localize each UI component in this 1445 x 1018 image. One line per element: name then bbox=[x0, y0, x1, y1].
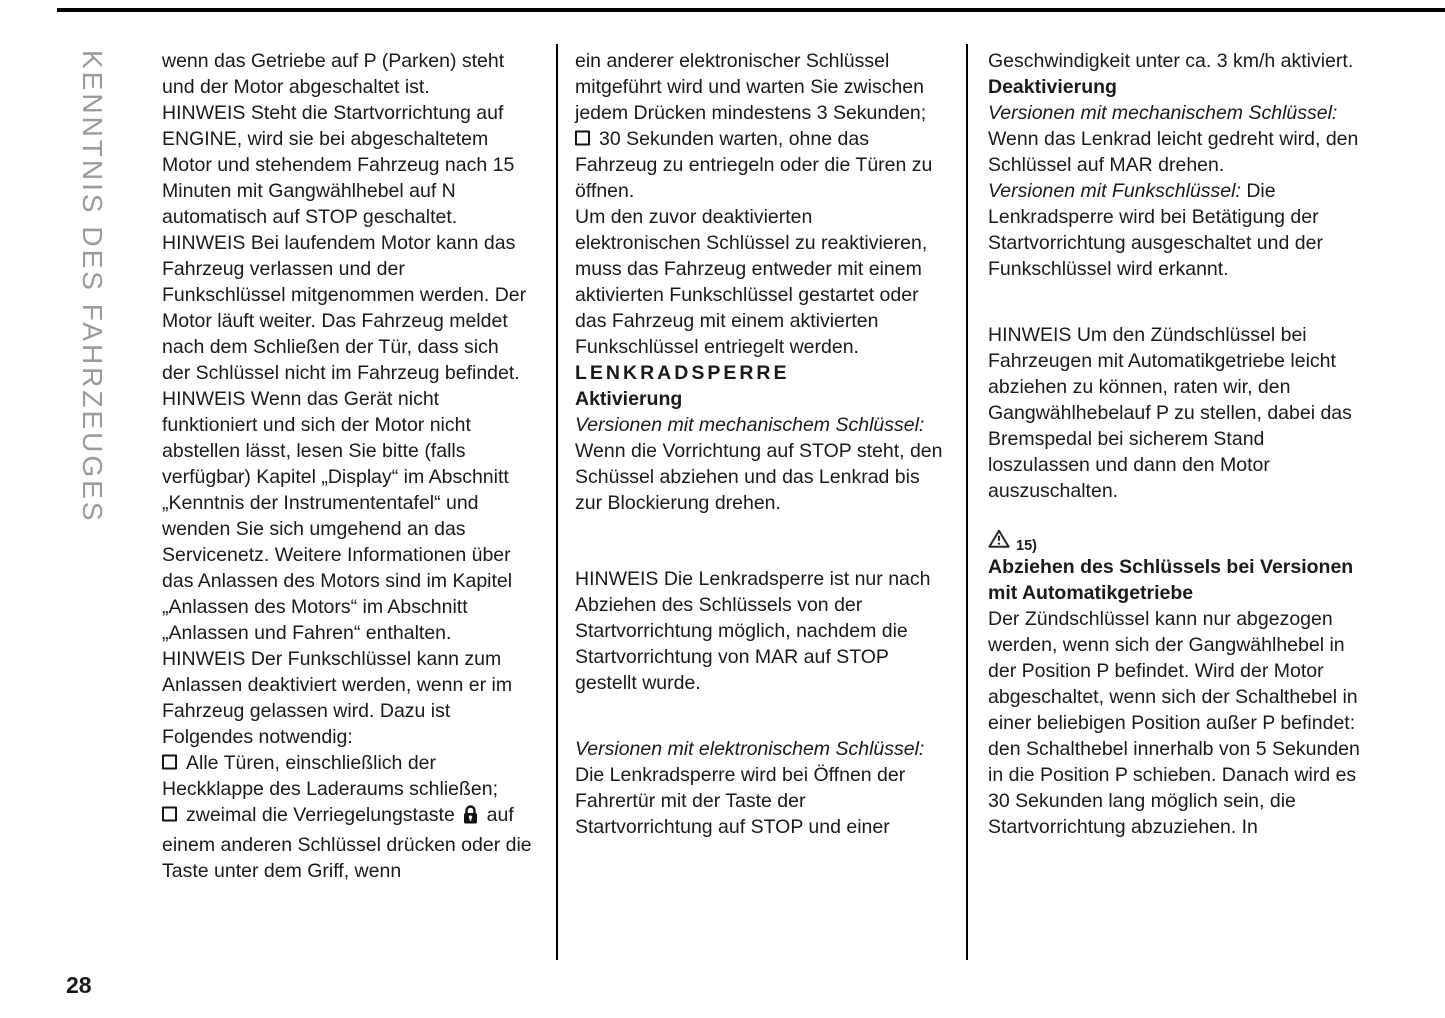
list-item bbox=[162, 750, 532, 802]
text-segment: zweimal die Verriegelungstaste bbox=[186, 804, 455, 826]
paragraph: wenn das Getriebe auf P (Parken) steht und der Motor abgeschaltet ist. bbox=[162, 50, 505, 98]
warning-reference bbox=[988, 530, 1362, 554]
paragraph: HINWEIS Wenn das Gerät nicht funktioniert und sich der Motor nicht abstellen lässt, lesen Sie bitte (falls verfügbar) Kapitel „Display“ im Abschnitt „Kenntnis der Instrumententafel“ und wenden Sie sich umgehend an das Servicenetz. Weitere Informationen über das Anlassen des Motors sind im Kapitel „Anlassen des Motors“ im Abschnitt „Anlassen und Fahren“ enthalten. bbox=[162, 388, 513, 644]
page-number: 28 bbox=[66, 972, 92, 998]
list-item bbox=[575, 126, 943, 204]
paragraph: HINWEIS Der Funkschlüssel kann zum Anlassen deaktiviert werden, wenn er im Fahrzeug gelassen wird. Dazu ist Folgendes notwendig: bbox=[162, 648, 513, 748]
paragraph bbox=[988, 100, 1362, 178]
paragraph: HINWEIS Die Lenkradsperre ist nur nach Abziehen des Schlüssels von der Startvorrichtung möglich, nachdem die Startvorrichtung von MAR auf STOP gestellt wurde. bbox=[575, 568, 931, 694]
section-heading: LENKRADSPERRE bbox=[575, 362, 790, 384]
paragraph: HINWEIS Bei laufendem Motor kann das Fahrzeug verlassen und der Funkschlüssel mitgenommen werden. Der Motor läuft weiter. Das Fahrzeug meldet nach dem Schließen der Tür, dass sich der Schlüssel nicht im Fahrzeug befindet. bbox=[162, 232, 527, 384]
paragraph bbox=[988, 178, 1362, 282]
warning-ref-label: 15) bbox=[1016, 538, 1037, 554]
list-item bbox=[162, 802, 532, 884]
checkbox-bullet-icon bbox=[162, 755, 177, 770]
checkbox-bullet-icon bbox=[162, 807, 177, 822]
italic-lead: Versionen mit Funkschlüssel: bbox=[988, 180, 1241, 202]
column-divider-1 bbox=[556, 44, 558, 960]
chapter-sidebar-label: KENNTNIS DES FAHRZEUGES bbox=[77, 50, 108, 524]
column-divider-2 bbox=[966, 44, 968, 960]
paragraph: Geschwindigkeit unter ca. 3 km/h aktiviert. bbox=[988, 50, 1354, 72]
paragraph: Um den zuvor deaktivierten elektronischen Schlüssel zu reaktivieren, muss das Fahrzeug entweder mit einem aktivierten Funkschlüssel gestartet oder das Fahrzeug mit einem aktivierten Funkschlüssel entriegelt werden. bbox=[575, 206, 928, 358]
warning-icon bbox=[988, 528, 1010, 554]
column-2 bbox=[575, 48, 943, 840]
paragraph bbox=[575, 412, 943, 516]
italic-lead: Versionen mit elektronischem Schlüssel: bbox=[575, 738, 925, 760]
top-rule bbox=[57, 8, 1445, 12]
paragraph: ein anderer elektronischer Schlüssel mitgeführt wird und warten Sie zwischen jedem Drücken mindestens 3 Sekunden; bbox=[575, 50, 927, 124]
text-segment: Die Lenkradsperre wird bei Öffnen der Fahrertür mit der Taste der Startvorrichtung auf STOP und einer bbox=[575, 764, 906, 838]
sub-heading: Deaktivierung bbox=[988, 76, 1117, 98]
paragraph: Der Zündschlüssel kann nur abgezogen werden, wenn sich der Gangwählhebel in der Position P befindet. Wird der Motor abgeschaltet, wenn sich der Schalthebel in einer beliebigen Position außer P befindet: den Schalthebel innerhalb von 5 Sekunden in die Position P schieben. Danach wird es 30 Sekunden lang möglich sein, die Startvorrichtung abzuziehen. In bbox=[988, 608, 1360, 838]
text-segment: auf einem anderen Schlüssel drücken oder die Taste unter dem Griff, wenn bbox=[162, 804, 532, 882]
lock-icon bbox=[462, 804, 479, 832]
paragraph bbox=[575, 736, 943, 840]
text-segment: Die Lenkradsperre wird bei Betätigung der Startvorrichtung ausgeschaltet und der Funkschlüssel wird erkannt. bbox=[988, 180, 1323, 280]
paragraph: HINWEIS Um den Zündschlüssel bei Fahrzeugen mit Automatikgetriebe leicht abziehen zu können, raten wir, den Gangwählhebelauf P zu stellen, dabei das Bremspedal bei sicherem Stand loszulassen und dann den Motor auszuschalten. bbox=[988, 324, 1352, 502]
checkbox-bullet-icon bbox=[575, 131, 590, 146]
text-segment: Wenn das Lenkrad leicht gedreht wird, den Schlüssel auf MAR drehen. bbox=[988, 128, 1359, 176]
paragraph: HINWEIS Steht die Startvorrichtung auf ENGINE, wird sie bei abgeschaltetem Motor und stehendem Fahrzeug nach 15 Minuten mit Gangwählhebel auf N automatisch auf STOP geschaltet. bbox=[162, 102, 515, 228]
sub-heading: Abziehen des Schlüssels bei Versionen mit Automatikgetriebe bbox=[988, 556, 1354, 604]
text-segment: Wenn die Vorrichtung auf STOP steht, den Schüssel abziehen und das Lenkrad bis zur Blockierung drehen. bbox=[575, 440, 943, 514]
text-segment: 30 Sekunden warten, ohne das Fahrzeug zu entriegeln oder die Türen zu öffnen. bbox=[575, 128, 933, 202]
column-3 bbox=[988, 48, 1362, 840]
italic-lead: Versionen mit mechanischem Schlüssel: bbox=[575, 414, 925, 436]
column-1 bbox=[162, 48, 532, 884]
text-segment: Alle Türen, einschließlich der Heckklappe des Laderaums schließen; bbox=[162, 752, 499, 800]
sub-heading: Aktivierung bbox=[575, 388, 683, 410]
italic-lead: Versionen mit mechanischem Schlüssel: bbox=[988, 102, 1338, 124]
